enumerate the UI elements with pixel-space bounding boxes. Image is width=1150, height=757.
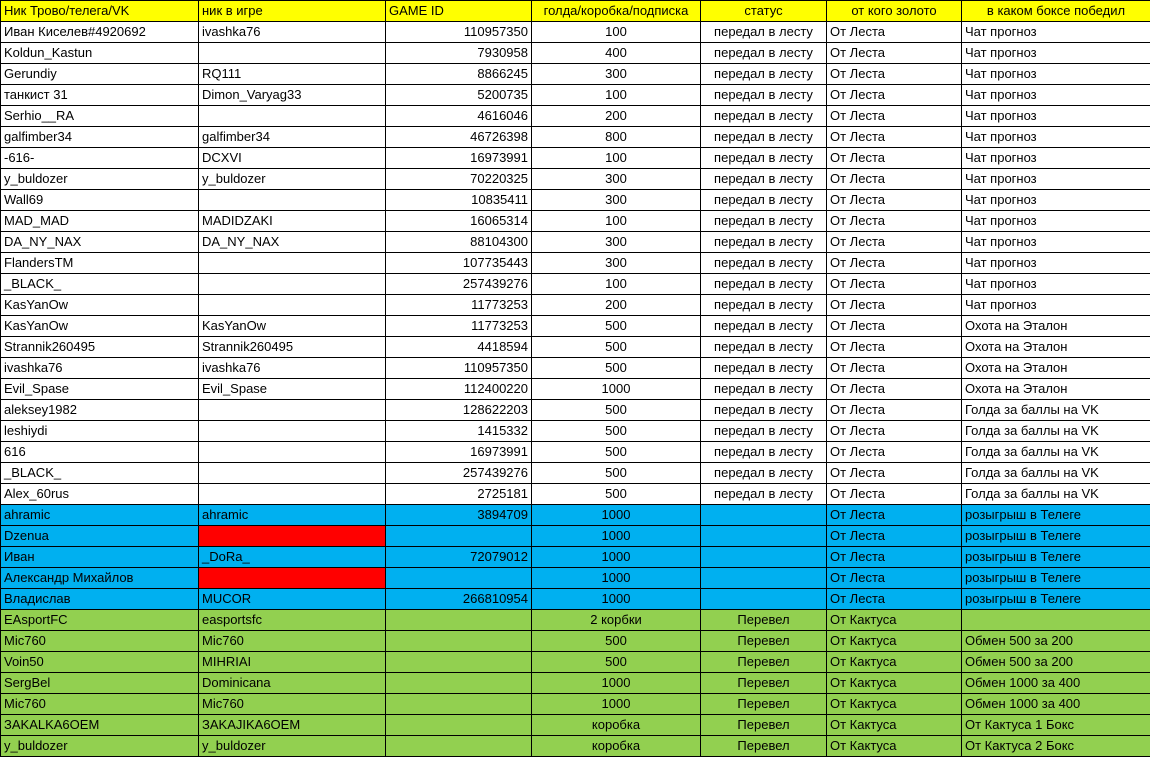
cell-box[interactable]: розыгрыш в Телеге [962,526,1150,547]
cell-box[interactable]: розыгрыш в Телеге [962,568,1150,589]
cell-box[interactable]: Голда за баллы на VK [962,484,1150,505]
cell-amount[interactable]: 1000 [532,505,701,526]
cell-game-nick[interactable]: Dominicana [199,673,386,694]
cell-game-id[interactable]: 110957350 [386,22,532,43]
cell-status[interactable]: передал в лесту [701,379,827,400]
cell-status[interactable]: Перевел [701,652,827,673]
cell-game-nick[interactable]: y_buldozer [199,169,386,190]
cell-game-nick[interactable]: MIHRIAI [199,652,386,673]
cell-box[interactable]: Голда за баллы на VK [962,400,1150,421]
cell-box[interactable]: Охота на Эталон [962,358,1150,379]
cell-amount[interactable]: 500 [532,400,701,421]
table-row [1,673,1150,694]
cell-game-nick[interactable]: Strannik260495 [199,337,386,358]
table-row [1,127,1150,148]
cell-nick[interactable]: 616 [1,442,199,463]
cell-amount[interactable]: 500 [532,631,701,652]
cell-game-id[interactable]: 5200735 [386,85,532,106]
cell-amount[interactable]: 500 [532,442,701,463]
cell-box[interactable]: Чат прогноз [962,211,1150,232]
cell-nick[interactable]: Dzenua [1,526,199,547]
cell-amount[interactable]: 300 [532,190,701,211]
header-cell-game-nick[interactable]: ник в игре [199,1,386,22]
cell-amount[interactable]: 200 [532,106,701,127]
cell-nick[interactable]: Evil_Spase [1,379,199,400]
cell-nick[interactable]: Strannik260495 [1,337,199,358]
cell-box[interactable]: Обмен 1000 за 400 [962,694,1150,715]
cell-game-id[interactable] [386,568,532,589]
cell-from[interactable]: От Леста [827,379,962,400]
cell-game-nick[interactable] [199,442,386,463]
header-cell-status[interactable]: статус [701,1,827,22]
table-row [1,22,1150,43]
cell-from[interactable]: От Леста [827,148,962,169]
cell-game-id[interactable] [386,631,532,652]
header-cell-box[interactable]: в каком боксе победил [962,1,1150,22]
cell-amount[interactable]: 800 [532,127,701,148]
cell-game-id[interactable]: 16973991 [386,442,532,463]
cell-status[interactable]: передал в лесту [701,400,827,421]
cell-from[interactable]: От Леста [827,43,962,64]
cell-from[interactable]: От Леста [827,64,962,85]
cell-from[interactable]: От Леста [827,190,962,211]
cell-game-id[interactable]: 110957350 [386,358,532,379]
cell-nick[interactable]: танкист 31 [1,85,199,106]
cell-game-nick[interactable]: KasYanOw [199,316,386,337]
cell-game-id[interactable]: 128622203 [386,400,532,421]
cell-nick[interactable]: galfimber34 [1,127,199,148]
cell-from[interactable]: От Леста [827,463,962,484]
table-row [1,148,1150,169]
cell-status[interactable]: передал в лесту [701,85,827,106]
cell-game-id[interactable]: 11773253 [386,316,532,337]
cell-nick[interactable]: MAD_MAD [1,211,199,232]
cell-status[interactable]: передал в лесту [701,442,827,463]
cell-nick[interactable]: DA_NY_NAX [1,232,199,253]
cell-game-nick[interactable]: ivashka76 [199,22,386,43]
cell-nick[interactable]: ahramic [1,505,199,526]
cell-game-nick[interactable]: galfimber34 [199,127,386,148]
cell-nick[interactable]: -616- [1,148,199,169]
cell-amount[interactable]: 100 [532,148,701,169]
cell-from[interactable]: От Леста [827,85,962,106]
cell-nick[interactable]: Иван Киселев#4920692 [1,22,199,43]
cell-status[interactable]: передал в лесту [701,463,827,484]
cell-game-id[interactable]: 72079012 [386,547,532,568]
cell-nick[interactable]: y_buldozer [1,169,199,190]
cell-status[interactable]: передал в лесту [701,421,827,442]
cell-game-nick[interactable] [199,484,386,505]
cell-from[interactable]: От Кактуса [827,694,962,715]
cell-box[interactable]: розыгрыш в Телеге [962,505,1150,526]
table-row [1,253,1150,274]
cell-game-nick[interactable]: MUCOR [199,589,386,610]
cell-amount[interactable]: 500 [532,316,701,337]
cell-box[interactable]: розыгрыш в Телеге [962,589,1150,610]
cell-status[interactable]: передал в лесту [701,127,827,148]
cell-from[interactable]: От Леста [827,106,962,127]
cell-amount[interactable]: 1000 [532,589,701,610]
cell-amount[interactable]: 500 [532,358,701,379]
cell-status[interactable]: передал в лесту [701,148,827,169]
cell-from[interactable]: От Леста [827,400,962,421]
cell-status[interactable]: передал в лесту [701,211,827,232]
cell-box[interactable]: Обмен 500 за 200 [962,631,1150,652]
cell-box[interactable]: Чат прогноз [962,295,1150,316]
header-cell-nick[interactable]: Ник Трово/телега/VK [1,1,199,22]
cell-from[interactable]: От Кактуса [827,631,962,652]
cell-from[interactable]: От Кактуса [827,610,962,631]
cell-status[interactable]: передал в лесту [701,43,827,64]
table-row [1,463,1150,484]
cell-amount[interactable]: 1000 [532,526,701,547]
cell-game-id[interactable]: 16065314 [386,211,532,232]
cell-amount[interactable]: 100 [532,211,701,232]
table-row [1,295,1150,316]
cell-game-id[interactable] [386,610,532,631]
cell-nick[interactable]: FlandersTM [1,253,199,274]
cell-from[interactable]: От Леста [827,274,962,295]
cell-status[interactable]: передал в лесту [701,337,827,358]
cell-box[interactable]: Чат прогноз [962,106,1150,127]
cell-amount[interactable]: 500 [532,652,701,673]
cell-game-id[interactable]: 4418594 [386,337,532,358]
cell-game-nick[interactable] [199,253,386,274]
cell-from[interactable]: От Леста [827,316,962,337]
cell-amount[interactable]: 300 [532,253,701,274]
cell-game-id[interactable]: 257439276 [386,463,532,484]
cell-from[interactable]: От Леста [827,253,962,274]
cell-from[interactable]: От Леста [827,442,962,463]
cell-game-nick[interactable]: ahramic [199,505,386,526]
cell-game-nick[interactable] [199,295,386,316]
cell-game-nick[interactable] [199,568,386,589]
cell-from[interactable]: От Леста [827,211,962,232]
cell-amount[interactable]: 1000 [532,694,701,715]
cell-amount[interactable]: 300 [532,64,701,85]
cell-game-id[interactable]: 46726398 [386,127,532,148]
cell-game-id[interactable] [386,652,532,673]
cell-status[interactable]: Перевел [701,631,827,652]
cell-nick[interactable]: y_buldozer [1,736,199,757]
cell-game-nick[interactable]: DCXVI [199,148,386,169]
cell-nick[interactable]: Serhio__RA [1,106,199,127]
cell-status[interactable]: передал в лесту [701,64,827,85]
cell-nick[interactable]: Александр Михайлов [1,568,199,589]
cell-game-nick[interactable]: Mic760 [199,694,386,715]
cell-game-id[interactable]: 11773253 [386,295,532,316]
cell-nick[interactable]: aleksey1982 [1,400,199,421]
cell-amount[interactable]: 300 [532,169,701,190]
table-row [1,589,1150,610]
cell-box[interactable]: Чат прогноз [962,148,1150,169]
cell-status[interactable] [701,589,827,610]
cell-from[interactable]: От Кактуса [827,673,962,694]
cell-status[interactable]: передал в лесту [701,106,827,127]
cell-status[interactable]: передал в лесту [701,232,827,253]
cell-from[interactable]: От Леста [827,484,962,505]
cell-game-nick[interactable] [199,106,386,127]
cell-nick[interactable]: Mic760 [1,694,199,715]
cell-nick[interactable]: Koldun_Kastun [1,43,199,64]
cell-game-nick[interactable]: ivashka76 [199,358,386,379]
cell-game-id[interactable]: 7930958 [386,43,532,64]
cell-amount[interactable]: 2 корбки [532,610,701,631]
cell-game-nick[interactable]: easportsfc [199,610,386,631]
cell-amount[interactable]: 1000 [532,547,701,568]
cell-amount[interactable]: 1000 [532,379,701,400]
cell-game-id[interactable] [386,673,532,694]
cell-from[interactable]: От Леста [827,169,962,190]
cell-from[interactable]: От Леста [827,22,962,43]
cell-amount[interactable]: 300 [532,232,701,253]
cell-status[interactable] [701,568,827,589]
cell-box[interactable]: Чат прогноз [962,43,1150,64]
cell-box[interactable]: Чат прогноз [962,169,1150,190]
cell-status[interactable] [701,526,827,547]
cell-nick[interactable]: ivashka76 [1,358,199,379]
cell-box[interactable]: Чат прогноз [962,190,1150,211]
cell-game-id[interactable]: 10835411 [386,190,532,211]
table-row [1,274,1150,295]
table-row [1,694,1150,715]
cell-game-nick[interactable] [199,526,386,547]
cell-nick[interactable]: _BLACK_ [1,274,199,295]
cell-game-nick[interactable] [199,400,386,421]
table-row [1,526,1150,547]
cell-status[interactable]: передал в лесту [701,253,827,274]
cell-game-id[interactable] [386,526,532,547]
cell-game-id[interactable]: 3894709 [386,505,532,526]
cell-game-id[interactable]: 16973991 [386,148,532,169]
cell-game-nick[interactable]: Mic760 [199,631,386,652]
table-row [1,547,1150,568]
cell-game-id[interactable]: 1415332 [386,421,532,442]
header-cell-amount[interactable]: голда/коробка/подписка [532,1,701,22]
table-row [1,631,1150,652]
cell-from[interactable]: От Леста [827,337,962,358]
cell-nick[interactable]: _BLACK_ [1,463,199,484]
cell-game-id[interactable] [386,736,532,757]
cell-status[interactable]: Перевел [701,673,827,694]
cell-game-nick[interactable] [199,43,386,64]
cell-box[interactable]: Голда за баллы на VK [962,421,1150,442]
cell-from[interactable]: От Леста [827,295,962,316]
cell-box[interactable]: Чат прогноз [962,22,1150,43]
table-row [1,610,1150,631]
cell-amount[interactable]: 400 [532,43,701,64]
cell-game-id[interactable]: 70220325 [386,169,532,190]
table-row [1,379,1150,400]
cell-from[interactable]: От Леста [827,127,962,148]
cell-nick[interactable]: Mic760 [1,631,199,652]
table-row [1,505,1150,526]
cell-game-nick[interactable] [199,463,386,484]
cell-from[interactable]: От Леста [827,568,962,589]
cell-from[interactable]: От Леста [827,526,962,547]
cell-from[interactable]: От Леста [827,232,962,253]
cell-status[interactable] [701,547,827,568]
cell-game-nick[interactable]: MADIDZAKI [199,211,386,232]
table-row [1,232,1150,253]
cell-game-id[interactable]: 8866245 [386,64,532,85]
table-row [1,190,1150,211]
table-row [1,106,1150,127]
cell-box[interactable]: От Кактуса 1 Бокс [962,715,1150,736]
cell-box[interactable]: Чат прогноз [962,127,1150,148]
table-row [1,169,1150,190]
header-cell-from[interactable]: от кого золото [827,1,962,22]
cell-status[interactable]: передал в лесту [701,274,827,295]
cell-from[interactable]: От Леста [827,547,962,568]
cell-box[interactable]: Обмен 1000 за 400 [962,673,1150,694]
cell-game-nick[interactable]: Evil_Spase [199,379,386,400]
cell-from[interactable]: От Леста [827,421,962,442]
header-cell-game-id[interactable]: GAME ID [386,1,532,22]
cell-status[interactable]: передал в лесту [701,22,827,43]
cell-amount[interactable]: 500 [532,337,701,358]
cell-amount[interactable]: коробка [532,736,701,757]
cell-status[interactable] [701,505,827,526]
cell-box[interactable]: Голда за баллы на VK [962,442,1150,463]
cell-amount[interactable]: 100 [532,274,701,295]
cell-box[interactable]: Обмен 500 за 200 [962,652,1150,673]
cell-game-id[interactable]: 266810954 [386,589,532,610]
cell-from[interactable]: От Кактуса [827,652,962,673]
table-row [1,43,1150,64]
table-row [1,484,1150,505]
cell-game-id[interactable]: 107735443 [386,253,532,274]
cell-box[interactable]: Чат прогноз [962,85,1150,106]
cell-amount[interactable]: коробка [532,715,701,736]
cell-box[interactable]: Чат прогноз [962,274,1150,295]
cell-amount[interactable]: 1000 [532,568,701,589]
cell-game-id[interactable] [386,715,532,736]
table-row [1,358,1150,379]
cell-box[interactable]: Чат прогноз [962,253,1150,274]
table-row [1,85,1150,106]
table-row [1,442,1150,463]
table-row [1,652,1150,673]
cell-nick[interactable]: Voin50 [1,652,199,673]
cell-nick[interactable]: SergBel [1,673,199,694]
cell-status[interactable]: Перевел [701,715,827,736]
table-row [1,568,1150,589]
cell-nick[interactable]: Иван [1,547,199,568]
table-row [1,64,1150,85]
cell-game-id[interactable]: 112400220 [386,379,532,400]
cell-from[interactable]: От Кактуса [827,736,962,757]
cell-amount[interactable]: 500 [532,463,701,484]
cell-game-id[interactable]: 4616046 [386,106,532,127]
cell-from[interactable]: От Кактуса [827,715,962,736]
table-row [1,736,1150,757]
cell-game-nick[interactable]: RQ111 [199,64,386,85]
cell-box[interactable]: Голда за баллы на VK [962,463,1150,484]
cell-game-id[interactable]: 88104300 [386,232,532,253]
cell-game-id[interactable] [386,694,532,715]
cell-box[interactable]: От Кактуса 2 Бокс [962,736,1150,757]
table-row [1,211,1150,232]
cell-nick[interactable]: KasYanOw [1,295,199,316]
header-row [1,1,1150,22]
cell-game-nick[interactable] [199,190,386,211]
cell-from[interactable]: От Леста [827,505,962,526]
cell-amount[interactable]: 200 [532,295,701,316]
cell-game-id[interactable]: 257439276 [386,274,532,295]
cell-game-nick[interactable]: _DoRa_ [199,547,386,568]
cell-nick[interactable]: KasYanOw [1,316,199,337]
cell-nick[interactable]: Владислав [1,589,199,610]
table-row [1,337,1150,358]
table-row [1,316,1150,337]
cell-status[interactable]: передал в лесту [701,169,827,190]
cell-status[interactable]: передал в лесту [701,484,827,505]
cell-status[interactable]: Перевел [701,736,827,757]
table-row [1,715,1150,736]
cell-game-nick[interactable] [199,421,386,442]
table-body [1,22,1150,757]
cell-box[interactable]: Охота на Эталон [962,379,1150,400]
cell-status[interactable]: передал в лесту [701,190,827,211]
cell-box[interactable] [962,610,1150,631]
cell-box[interactable]: Чат прогноз [962,64,1150,85]
cell-game-nick[interactable] [199,274,386,295]
cell-status[interactable]: Перевел [701,610,827,631]
cell-from[interactable]: От Леста [827,589,962,610]
cell-game-id[interactable]: 2725181 [386,484,532,505]
cell-amount[interactable]: 500 [532,421,701,442]
cell-amount[interactable]: 500 [532,484,701,505]
cell-box[interactable]: Охота на Эталон [962,337,1150,358]
cell-nick[interactable]: EAsportFC [1,610,199,631]
cell-nick[interactable]: Alex_60rus [1,484,199,505]
cell-amount[interactable]: 1000 [532,673,701,694]
cell-status[interactable]: Перевел [701,694,827,715]
table-row [1,400,1150,421]
cell-status[interactable]: передал в лесту [701,295,827,316]
cell-box[interactable]: Охота на Эталон [962,316,1150,337]
cell-game-nick[interactable]: y_buldozer [199,736,386,757]
cell-nick[interactable]: ЗАKALKA6OEM [1,715,199,736]
cell-from[interactable]: От Леста [827,358,962,379]
cell-game-nick[interactable]: DA_NY_NAX [199,232,386,253]
table-row [1,421,1150,442]
cell-amount[interactable]: 100 [532,85,701,106]
cell-box[interactable]: Чат прогноз [962,232,1150,253]
cell-nick[interactable]: leshiydi [1,421,199,442]
cell-nick[interactable]: Wall69 [1,190,199,211]
cell-status[interactable]: передал в лесту [701,316,827,337]
cell-game-nick[interactable]: ЗАKAJIKA6OEM [199,715,386,736]
cell-nick[interactable]: Gerundiy [1,64,199,85]
cell-box[interactable]: розыгрыш в Телеге [962,547,1150,568]
cell-amount[interactable]: 100 [532,22,701,43]
cell-game-nick[interactable]: Dimon_Varyag33 [199,85,386,106]
cell-status[interactable]: передал в лесту [701,358,827,379]
